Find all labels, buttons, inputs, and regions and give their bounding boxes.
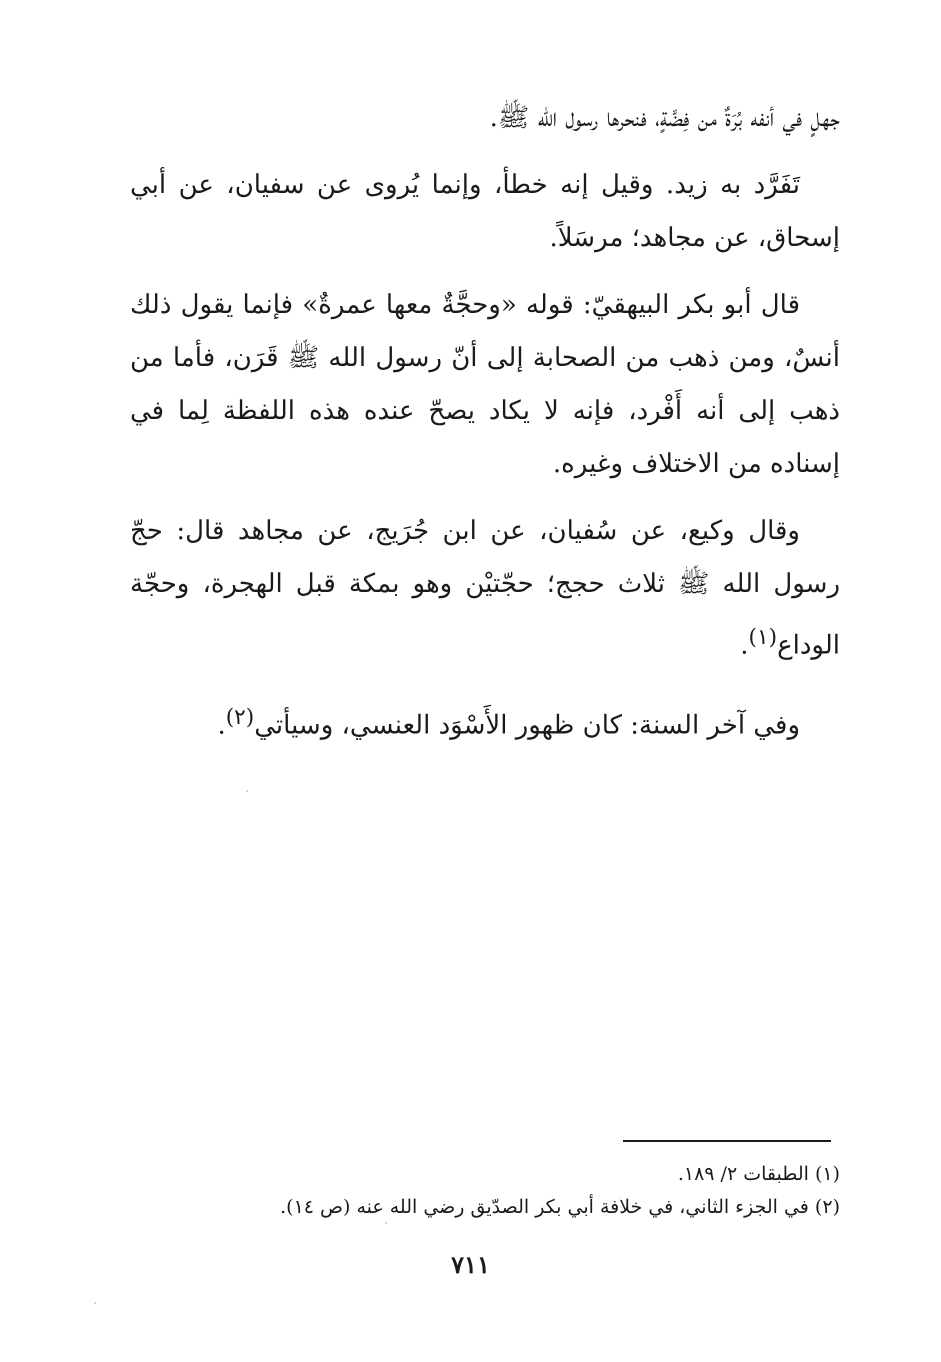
scan-speck [94,1302,96,1304]
paragraph-4-end: . [740,630,749,661]
paragraph-4 [130,505,840,673]
footnote-ref-2: (٢) [225,704,255,730]
paragraph-5-end: . [217,710,226,741]
paragraph-5 [130,691,840,753]
footnote-ref-1: (١) [748,625,778,650]
scan-speck [246,790,248,792]
footnote-separator [623,1140,831,1142]
footnotes [200,1158,840,1224]
paragraph-2: تَفَرَّد به زيد. وقيل إنه خطأ، وإنما يُروى عن سفيان، عن أبي إسحاق، عن مجاهد؛ مرسَلاً. [130,170,840,253]
footnote-2: (٢) في الجزء الثاني، في خلافة أبي بكر الصدّيق رضي الله عنه (ص ١٤). [280,1196,840,1218]
paragraph-5-text: وفي آخر السنة: كان ظهور الأَسْوَد العنسي، وسيأتي [254,710,800,741]
main-text [130,92,840,766]
scan-speck [385,1222,387,1224]
paragraph-1: جهلٍ في أنفه بُرَةٌ من فِضَّةٍ، فنحرها رسول الله ﷺ. [489,103,840,133]
paragraph-3: قال أبو بكر البيهقيّ: قوله «وحجَّةٌ معها عمرةٌ» فإنما يقول ذلك أنسٌ، ومن ذهب من الصحابة إلى أنّ رسول الله ﷺ قَرَن، فأما من ذهب إلى أنه أَفْرد، فإنه لا يكاد يصحّ عنده هذه اللفظة لِما في إسناده من الاختلاف وغيره. [130,290,840,479]
page-number: ٧١١ [451,1250,490,1279]
footnote-1: (١) الطبقات ٢/ ١٨٩. [677,1163,840,1185]
paragraph-4-text: وقال وكيع، عن سُفيان، عن ابن جُرَيج، عن مجاهد قال: حجّ رسول الله ﷺ ثلاث حجج؛ حجّتيْن وهو بمكة قبل الهجرة، وحجّة الوداع [130,516,840,661]
